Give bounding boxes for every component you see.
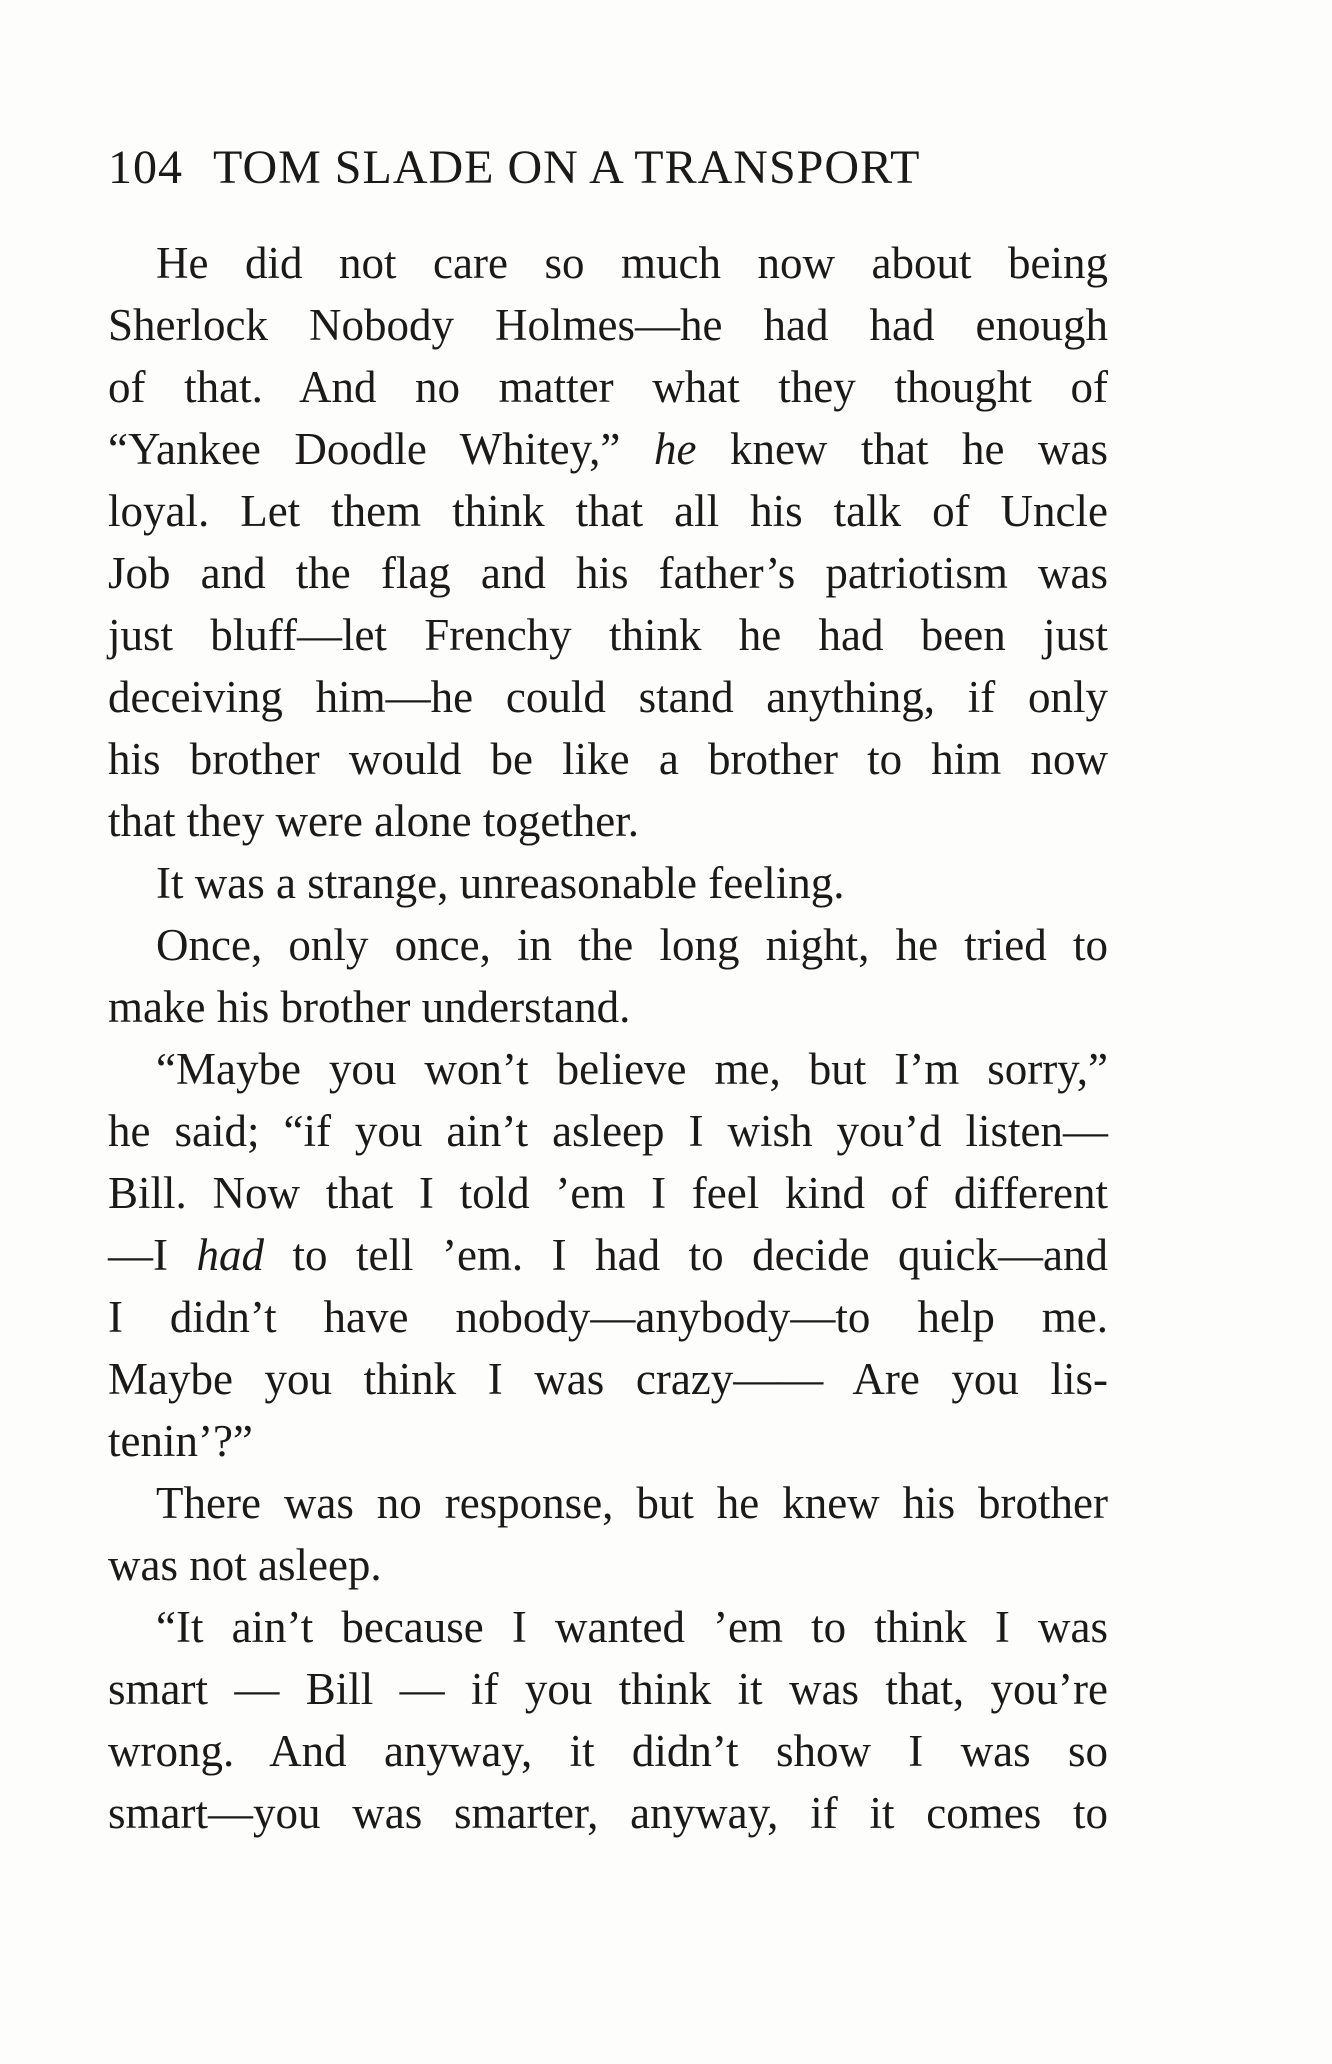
text-line: It was a strange, unreasonable feeling. — [156, 858, 845, 908]
text-line: Maybe you think I was crazy—— Are you lis- — [108, 1354, 1108, 1404]
text-line: He did not care so much now about being — [156, 238, 1108, 288]
italic-word: had — [196, 1230, 264, 1280]
text-segment: “Yankee Doodle Whitey,” — [108, 424, 654, 474]
text-line: smart—you was smarter, anyway, if it comes to — [108, 1788, 1108, 1838]
text-line: just bluff—let Frenchy think he had been just — [108, 610, 1108, 660]
text-line: loyal. Let them think that all his talk of Uncle — [108, 486, 1108, 536]
text-line: Job and the flag and his father’s patriotism was — [108, 548, 1108, 598]
text-line: tenin’?” — [108, 1416, 253, 1466]
text-line: “It ain’t because I wanted ’em to think I was — [156, 1602, 1108, 1652]
running-title: TOM SLADE ON A TRANSPORT — [213, 141, 921, 194]
text-line: There was no response, but he knew his brother — [156, 1478, 1108, 1528]
text-line — [108, 1224, 1108, 1286]
text-line: I didn’t have nobody—anybody—to help me. — [108, 1292, 1108, 1342]
text-line: Once, only once, in the long night, he tried to — [156, 920, 1108, 970]
text-segment: knew that he was — [696, 424, 1108, 474]
text-line: Bill. Now that I told ’em I feel kind of different — [108, 1168, 1108, 1218]
text-line: smart — Bill — if you think it was that, you’re — [108, 1664, 1108, 1714]
body-text — [108, 232, 1108, 1844]
text-line: wrong. And anyway, it didn’t show I was so — [108, 1726, 1108, 1776]
running-head — [108, 138, 1108, 198]
text-line: Sherlock Nobody Holmes—he had had enough — [108, 300, 1108, 350]
text-line: of that. And no matter what they thought of — [108, 362, 1108, 412]
text-line: his brother would be like a brother to him now — [108, 734, 1108, 784]
text-line — [108, 418, 1108, 480]
text-line: deceiving him—he could stand anything, if only — [108, 672, 1108, 722]
text-line: “Maybe you won’t believe me, but I’m sorry,” — [156, 1044, 1108, 1094]
text-line: he said; “if you ain’t asleep I wish you’d listen— — [108, 1106, 1108, 1156]
text-segment: to tell ’em. I had to decide quick—and — [263, 1230, 1108, 1280]
italic-word: he — [653, 424, 697, 474]
book-page — [108, 0, 1108, 2064]
text-line: that they were alone together. — [108, 796, 640, 846]
text-line: was not asleep. — [108, 1540, 382, 1590]
text-line: make his brother understand. — [108, 982, 631, 1032]
page-number: 104 — [108, 141, 183, 194]
text-segment: —I — [108, 1230, 197, 1280]
